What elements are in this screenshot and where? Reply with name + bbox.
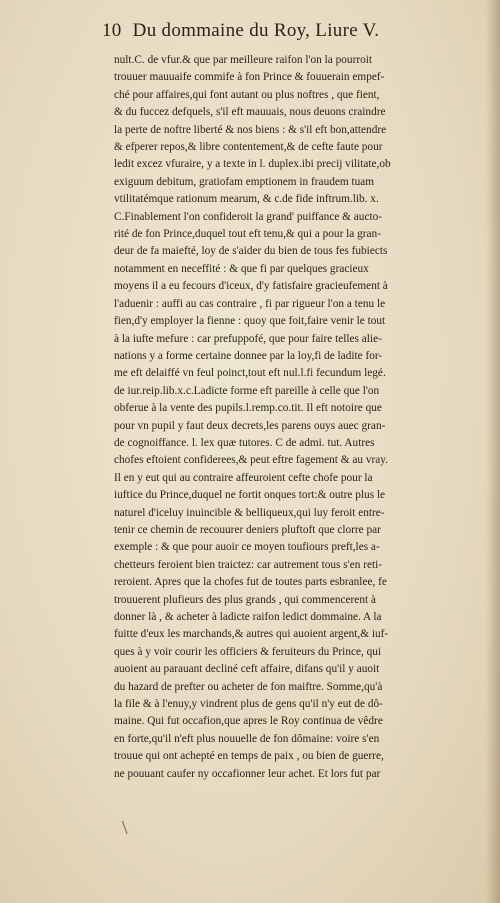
running-header xyxy=(102,20,482,42)
text-line: C.Finablement l'on confideroit la grand' puiffance & aucto- xyxy=(114,210,383,223)
text-line: notamment en neceffité : & que fi par quelques gracieux xyxy=(114,262,369,275)
text-line: donner là , & acheter à ladicte raifon ledict dommaine. A la xyxy=(114,611,382,623)
text-line: maine. Qui fut occafion,que apres le Roy continua de vêdre xyxy=(114,715,383,728)
text-line: nations y a forme certaine donnee par la loy,fi de ladite for- xyxy=(114,349,383,362)
text-line: obferue à la vente des pupils.l.remp.co.tit. Il eft notoire que xyxy=(114,402,382,415)
text-line: trouue qui ont achepté en temps de paix , ou bien de guerre, xyxy=(114,750,384,763)
text-line: & efperer repos,& libre contentement,& de cefte faute pour xyxy=(114,141,383,154)
text-line: ledit excez vfuraire, y a texte in l. duplex.ibi precij vilitate,ob xyxy=(114,158,391,171)
text-line: exemple : & que pour auoir ce moyen toufiours preft,les a- xyxy=(114,541,380,554)
text-line: iuftice du Prince,duquel ne fortit onques tort:& outre plus le xyxy=(114,489,386,502)
text-line: de cognoiffance. l. lex quæ tutores. C de admi. tut. Autres xyxy=(114,436,375,449)
page-mark: \ xyxy=(122,817,128,839)
text-line: fien,d'y employer la fienne : quoy que foit,faire venir le tout xyxy=(114,315,386,328)
text-line: de iur.reip.lib.x.c.Ladicte forme eft pareille à celle que l'on xyxy=(114,384,380,397)
running-title: Du dommaine du Roy, Liure V. xyxy=(132,20,380,41)
text-line: deur de fa maiefté, loy de s'aider du bien de tous fes fubiects xyxy=(114,245,388,258)
text-line: reroient. Apres que la chofes fut de toutes parts esbranlee, fe xyxy=(114,576,387,589)
text-line: ne pouuant caufer ny occafionner leur achet. Et lors fut par xyxy=(114,767,381,780)
text-line: rité de fon Prince,duquel tout eft tenu,& qui a pour la gran- xyxy=(114,228,381,241)
text-line: chofes eftoient confiderees,& peut eftre fagement & au vray. xyxy=(114,454,389,467)
text-line: ché pour affaires,qui font autant ou plus noftres , que fient, xyxy=(114,88,380,101)
text-line: la perte de noftre liberté & nos biens : & s'il eft bon,attendre xyxy=(114,123,387,136)
text-line: nult.C. de vfur.& que par meilleure raifon l'on la pourroit xyxy=(114,54,373,66)
page-number: 10 xyxy=(102,20,122,41)
text-line: pour vn pupil y faut deux decrets,les parens ouys auec gran- xyxy=(114,419,386,432)
text-line: fuitte d'eux les marchands,& autres qui auoient argent,& iuf- xyxy=(114,628,389,641)
text-line: trouuer mauuaife commife à fon Prince & fouuerain empef- xyxy=(114,71,385,84)
text-line: Il en y eut qui au contraire affeuroient cefte chofe pour la xyxy=(114,471,373,484)
text-line: naturel d'iceluy inuincible & belliqueux,qui luy feroit entre- xyxy=(114,506,385,519)
body-text xyxy=(114,52,498,783)
text-line: & du fuccez defquels, s'il eft mauuais, nous deuons craindre xyxy=(114,106,386,119)
text-line: tenir ce chemin de recouurer deniers pluftoft que clorre par xyxy=(114,523,381,536)
text-line: du hazard de prefter ou acheter de fon maiftre. Somme,qu'à xyxy=(114,680,383,693)
text-line: me eft delaiffé vn feul poinct,tout eft nul.l.fi fecundum legé. xyxy=(114,367,386,380)
text-line: ques à y voir courir les officiers & feruiteurs du Prince, qui xyxy=(114,645,382,658)
text-line: la file & à l'enuy,y vindrent plus de gens qu'il n'y eut de dô- xyxy=(114,698,383,711)
text-line: chetteurs feroient bien traictez: car autrement tous s'en reti- xyxy=(114,558,383,571)
text-line: exiguum debitum, gratiofam emptionem in fraudem tuam xyxy=(114,175,375,188)
text-line: moyens il a eu fecours d'iceux, d'y fatisfaire gracieufement à xyxy=(114,280,388,293)
text-line: à la iufte mefure : car prefuppofé, que pour faire telles alie- xyxy=(114,332,382,345)
text-line: vtilitatémque rationum mearum, & c.de fide inftrum.lib. x. xyxy=(114,193,379,206)
text-line: trouuerent plufieurs des plus grands , qui commencerent à xyxy=(114,593,376,606)
text-line: auoient au parauant decliné ceft affaire, difans qu'il y auoit xyxy=(114,663,380,676)
text-line: en forte,qu'il n'eft plus nouuelle de fon dômaine: voire s'en xyxy=(114,732,380,745)
text-line: l'aduenir : auffi au cas contraire , fi par rigueur l'on a tenu le xyxy=(114,297,386,310)
